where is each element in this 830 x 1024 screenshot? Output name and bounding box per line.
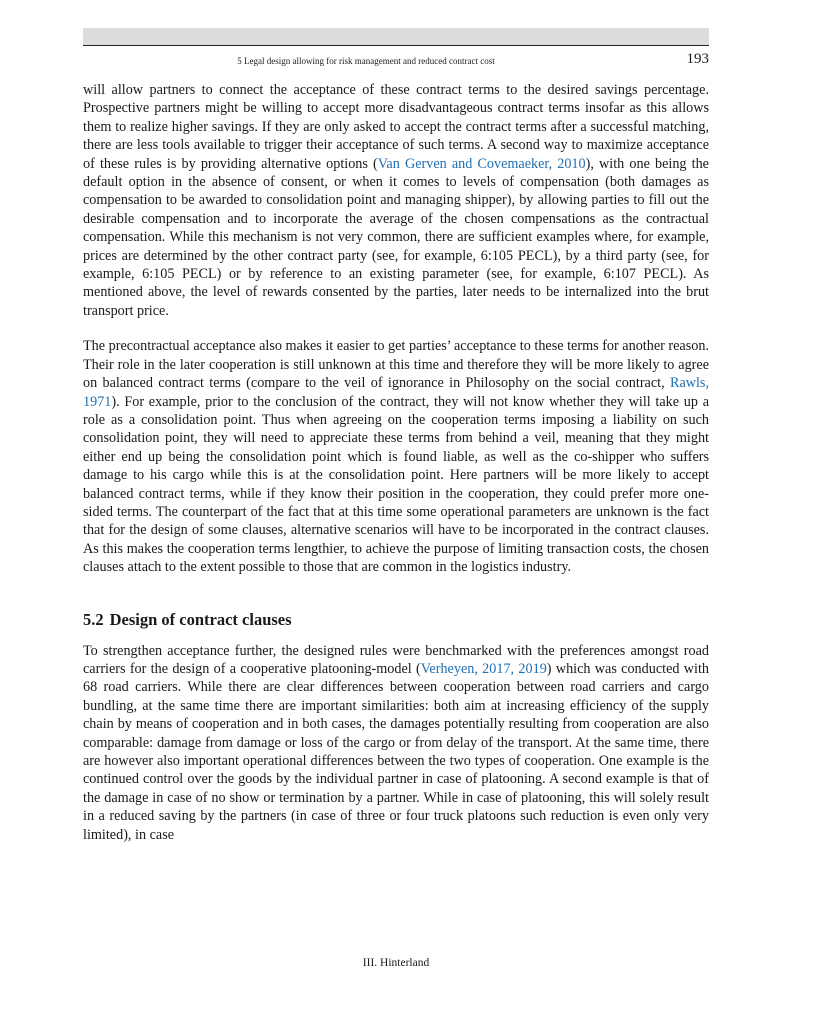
section-heading (83, 610, 709, 630)
paragraph-text: To strengthen acceptance further, the designed rules were benchmarked with the preferences amongst road carriers for the design of a cooperative platooning-model ( (83, 642, 709, 677)
section-number: 5.2 (83, 609, 104, 629)
main-text (83, 81, 709, 844)
header-bar (83, 28, 709, 46)
citation-link[interactable]: Verheyen, 2017, 2019 (420, 660, 547, 677)
paragraph-1 (83, 81, 709, 320)
section-title: Design of contract clauses (109, 609, 292, 629)
citation-link[interactable]: Rawls, 1971 (83, 375, 709, 410)
paragraph-text: ). For example, prior to the conclusion of the contract, they will not know whether they will take up a role as a consolidation point. Thus when agreeing on the cooperation terms imposing a liability on such consolidation point, they will need to appreciate these terms from behind a veil, meaning that they might either end up being the consolidation point which is found liable, as well as the co-shipper who suffers damage to his cargo while this is at the consolidation point. Here partners will be more likely to accept balanced contract terms, while if they know their position in the cooperation, they could prefer more one-sided terms. The counterpart of the fact that at this time some operational parameters are unknown is the fact that for the design of some clauses, alternative scenarios will have to be incorporated in the contract clauses. As this makes the cooperation terms lengthier, to achieve the purpose of limiting transaction costs, the chosen clauses attach to the extent possible to those that are common in the logistics industry. (83, 393, 709, 576)
paragraph-2 (83, 337, 709, 576)
page-number: 193 (686, 51, 709, 67)
paragraph-text: ), with one being the default option in the absence of consent, or when it comes to levels of compensation (both damages as compensation to be awarded to consolidation point and managing shipper), by allowing parties to fill out the desirable compensation and to incorporate the average of the chosen compensations as the contractual compensation. While this mechanism is not very common, there are sufficient examples where, for example, prices are determined by the other contract party (see, for example, 6:105 PECL), by a third party (see, for example, 6:105 PECL) or by reference to an existing parameter (see, for example, 6:107 PECL). As mentioned above, the level of rewards consented by the parties, later needs to be internalized into the brut transport price. (83, 155, 709, 319)
page-footer: III. Hinterland (362, 957, 430, 969)
paragraph-text: ) which was conducted with 68 road carriers. While there are clear differences between cooperation between road carriers and cargo bundling, at the same time there are important similarities: both aim at increasing efficiency of the supply chain by means of cooperation and in both cases, the damages potentially resulting from cooperation are also comparable: damage from damage or loss of the cargo or from delay of the transport. At the same time, there are however also important operational differences between the two types of cooperation. One example is the continued control over the goods by the individual partner in case of platooning. A second example is that of the damage in case of no show or termination by a partner. While in case of platooning, this will solely result in a reduced saving by the partners (in case of three or four truck platoons such reduction is even only very limited), in case (83, 660, 709, 843)
running-title: 5 Legal design allowing for risk management and reduced contract cost (237, 56, 495, 66)
paragraph-text: will allow partners to connect the acceptance of these contract terms to the desired savings percentage. Prospective partners might be willing to accept more disadvantageous contract terms insofar as this allows them to realize higher savings. If they are only asked to accept the contract terms after a successful matching, there are less tools available to trigger their acceptance of such terms. A second way to maximize acceptance of these rules is by providing alternative options ( (83, 82, 709, 172)
citation-link[interactable]: Van Gerven and Covemaeker, 2010 (377, 155, 586, 172)
paragraph-3 (83, 642, 709, 844)
running-head (83, 51, 709, 71)
paragraph-text: The precontractual acceptance also makes it easier to get parties’ acceptance to these terms for another reason. Their role in the later cooperation is still unknown at this time and therefore they will be more likely to agree on balanced contract terms (compare to the veil of ignorance in Philosophy on the social contract, (83, 338, 709, 392)
